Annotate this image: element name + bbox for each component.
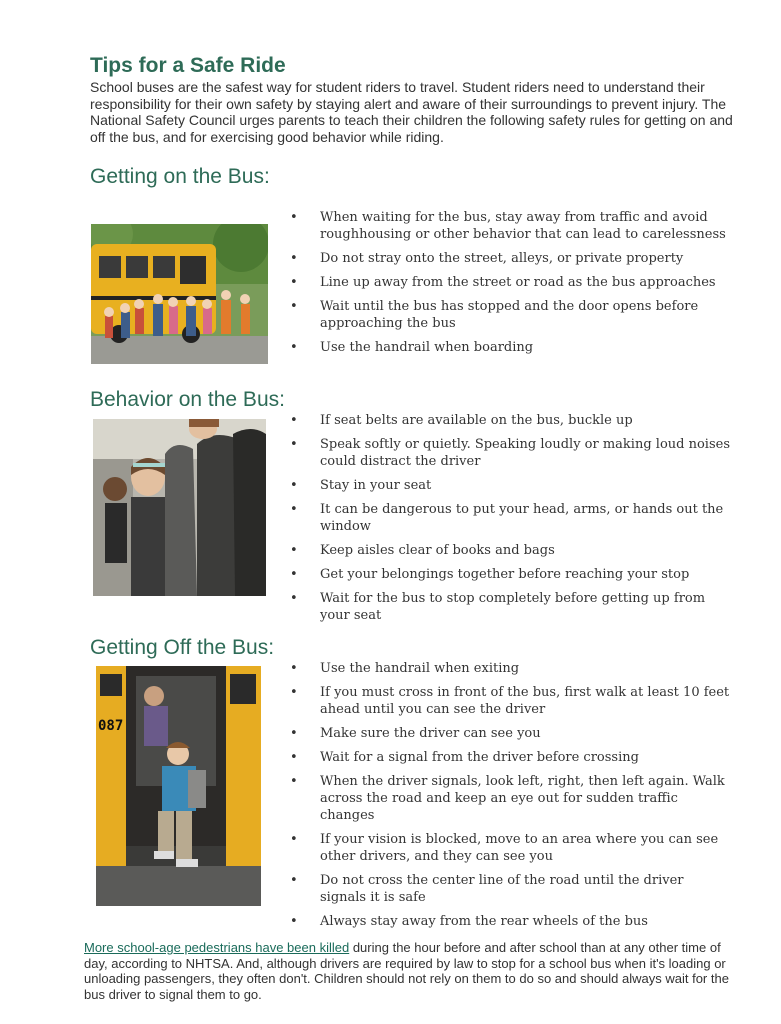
- footer-paragraph: [84, 940, 744, 1002]
- list-item: • When waiting for the bus, stay away from traffic and avoid roughhousing or other behavior that can lead to carelessness: [290, 209, 730, 243]
- bus-number: 087: [98, 718, 124, 734]
- section-heading-getting-off: Getting Off the Bus:: [90, 636, 275, 659]
- photo-children-in-bus-seats: [93, 419, 266, 596]
- list-item: • Speak softly or quietly. Speaking loudly or making loud noises could distract the driver: [290, 436, 730, 470]
- list-item: • Use the handrail when boarding: [290, 339, 730, 356]
- list-item: • Wait for a signal from the driver before crossing: [290, 749, 730, 766]
- list-item: • Line up away from the street or road as the bus approaches: [290, 274, 730, 291]
- list-item: • Make sure the driver can see you: [290, 725, 730, 742]
- list-item: • If seat belts are available on the bus, buckle up: [290, 412, 730, 429]
- list-item: • Do not stray onto the street, alleys, or private property: [290, 250, 730, 267]
- behavior-list: [290, 412, 730, 631]
- footer-text: during the hour before and after school than at any other time of day, according to NHTSA. And, although drivers are required by law to stop for a school bus when it's loading or unloading passengers, they often don't. Children should not rely on them to do so and should always wait for the bus driver to signal them to go.: [84, 940, 729, 1002]
- list-item: • Always stay away from the rear wheels of the bus: [290, 913, 730, 930]
- list-item: • Get your belongings together before reaching your stop: [290, 566, 730, 583]
- nhtsa-statistic-link[interactable]: More school-age pedestrians have been killed: [84, 940, 350, 955]
- photo-children-waiting-for-bus: [91, 224, 268, 364]
- photo-boy-exiting-bus: [96, 666, 261, 906]
- list-item: • When the driver signals, look left, right, then left again. Walk across the road and keep an eye out for sudden traffic changes: [290, 773, 730, 824]
- list-item: • If you must cross in front of the bus, first walk at least 10 feet ahead until you can see the driver: [290, 684, 730, 718]
- page-title: Tips for a Safe Ride: [90, 54, 286, 77]
- list-item: • Wait until the bus has stopped and the door opens before approaching the bus: [290, 298, 730, 332]
- list-item: • Keep aisles clear of books and bags: [290, 542, 730, 559]
- list-item: • Stay in your seat: [290, 477, 730, 494]
- list-item: • Wait for the bus to stop completely before getting up from your seat: [290, 590, 730, 624]
- list-item: • Do not cross the center line of the road until the driver signals it is safe: [290, 872, 730, 906]
- section-heading-getting-on: Getting on the Bus:: [90, 165, 270, 188]
- getting-off-list: [290, 660, 730, 937]
- getting-on-list: [290, 209, 730, 363]
- list-item: • It can be dangerous to put your head, arms, or hands out the window: [290, 501, 730, 535]
- intro-paragraph: School buses are the safest way for student riders to travel. Student riders need to understand their responsibility for their own safety by staying alert and aware of their surroundings to prevent injury. The National Safety Council urges parents to teach their children the following safety rules for getting on and off the bus, and for exercising good behavior while riding.: [90, 79, 733, 145]
- list-item: • Use the handrail when exiting: [290, 660, 730, 677]
- section-heading-behavior: Behavior on the Bus:: [90, 388, 285, 411]
- list-item: • If your vision is blocked, move to an area where you can see other drivers, and they can see you: [290, 831, 730, 865]
